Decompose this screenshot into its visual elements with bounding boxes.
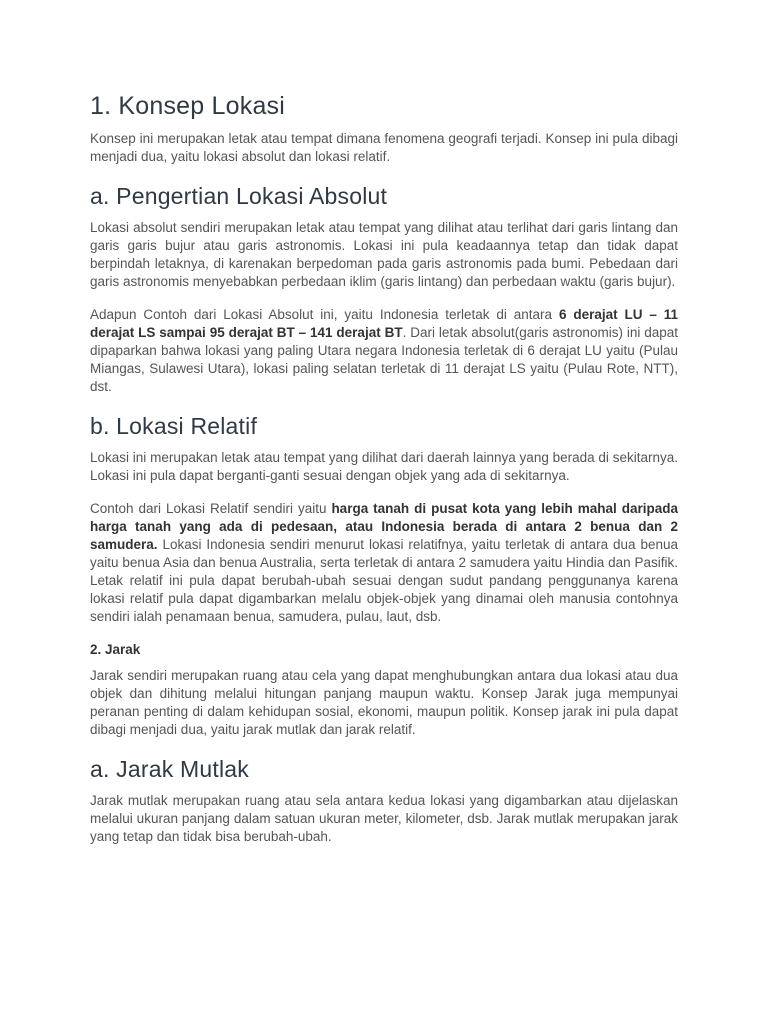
- paragraph-lokasi-relatif-definition: Lokasi ini merupakan letak atau tempat yang dilihat dari daerah lainnya yang berada di sekitarnya. Lokasi ini pula dapat berganti-ganti sesuai dengan objek yang ada di sekitarnya.: [90, 450, 678, 483]
- paragraph-jarak-mutlak: Jarak mutlak merupakan ruang atau sela antara kedua lokasi yang digambarkan atau dijelaskan melalui ukuran panjang dalam satuan ukuran meter, kilometer, dsb. Jarak mutlak merupakan jarak yang tetap dan tidak bisa berubah-ubah.: [90, 793, 678, 844]
- heading-jarak-mutlak: a. Jarak Mutlak: [90, 756, 249, 782]
- heading-lokasi-absolut: a. Pengertian Lokasi Absolut: [90, 183, 388, 209]
- paragraph-jarak: Jarak sendiri merupakan ruang atau cela yang dapat menghubungkan antara dua lokasi atau dua objek dan dihitung melalui hitungan panjang maupun waktu. Konsep Jarak juga mempunyai peranan penting di dalam kehidupan sosial, ekonomi, maupun politik. Konsep jarak ini pula dapat dibagi menjadi dua, yaitu jarak mutlak dan jarak relatif.: [90, 668, 678, 737]
- text-span: Adapun Contoh dari Lokasi Absolut ini, yaitu Indonesia terletak di antara: [90, 307, 559, 322]
- bold-example: harga tanah di pusat kota yang lebih mahal daripada harga tanah yang ada di pedesaan, atau Indonesia berada di antara 2 benua dan 2 samudera.: [90, 501, 679, 552]
- paragraph-lokasi-relatif-example: [90, 500, 678, 626]
- heading-konsep-lokasi: 1. Konsep Lokasi: [90, 92, 285, 120]
- heading-lokasi-relatif: b. Lokasi Relatif: [90, 413, 258, 439]
- paragraph-lokasi-absolut-example: [90, 306, 678, 396]
- text-span: Lokasi Indonesia sendiri menurut lokasi relatifnya, yaitu terletak di antara dua benua yaitu benua Asia dan benua Australia, serta terletak di antara 2 samudera yaitu Hindia dan Pasifik. Letak relatif ini pula dapat berubah-ubah sesuai dengan sudut pandang penggunanya karena lokasi relatif pula dapat digambarkan melalu objek-objek yang dinamai oleh manusia contohnya sendiri ialah penamaan benua, samudera, pulau, laut, dsb.: [90, 537, 678, 624]
- paragraph-lokasi-absolut-definition: Lokasi absolut sendiri merupakan letak atau tempat yang dilihat atau terlihat dari garis lintang dan garis garis bujur atau garis astronomis. Lokasi ini pula keadaannya tetap dan tidak dapat berpindah letaknya, di karenakan berpedoman pada garis astronomis pada bumi. Pebedaan dari garis astronomis menyebabkan perbedaan iklim (garis lintang) dan perbedaan waktu (garis bujur).: [90, 220, 678, 289]
- text-span: Contoh dari Lokasi Relatif sendiri yaitu: [90, 501, 332, 516]
- heading-jarak: 2. Jarak: [90, 642, 141, 657]
- bold-coordinates: 6 derajat LU – 11 derajat LS sampai 95 derajat BT – 141 derajat BT: [90, 307, 679, 340]
- text-span: . Dari letak absolut(garis astronomis) ini dapat dipaparkan bahwa lokasi yang paling Utara negara Indonesia terletak di 6 derajat LU yaitu (Pulau Miangas, Sulawesi Utara), lokasi paling selatan terletak di 11 derajat LS yaitu (Pulau Rote, NTT), dst.: [90, 325, 678, 394]
- paragraph-konsep-lokasi: Konsep ini merupakan letak atau tempat dimana fenomena geografi terjadi. Konsep ini pula dibagi menjadi dua, yaitu lokasi absolut dan lokasi relatif.: [90, 131, 678, 164]
